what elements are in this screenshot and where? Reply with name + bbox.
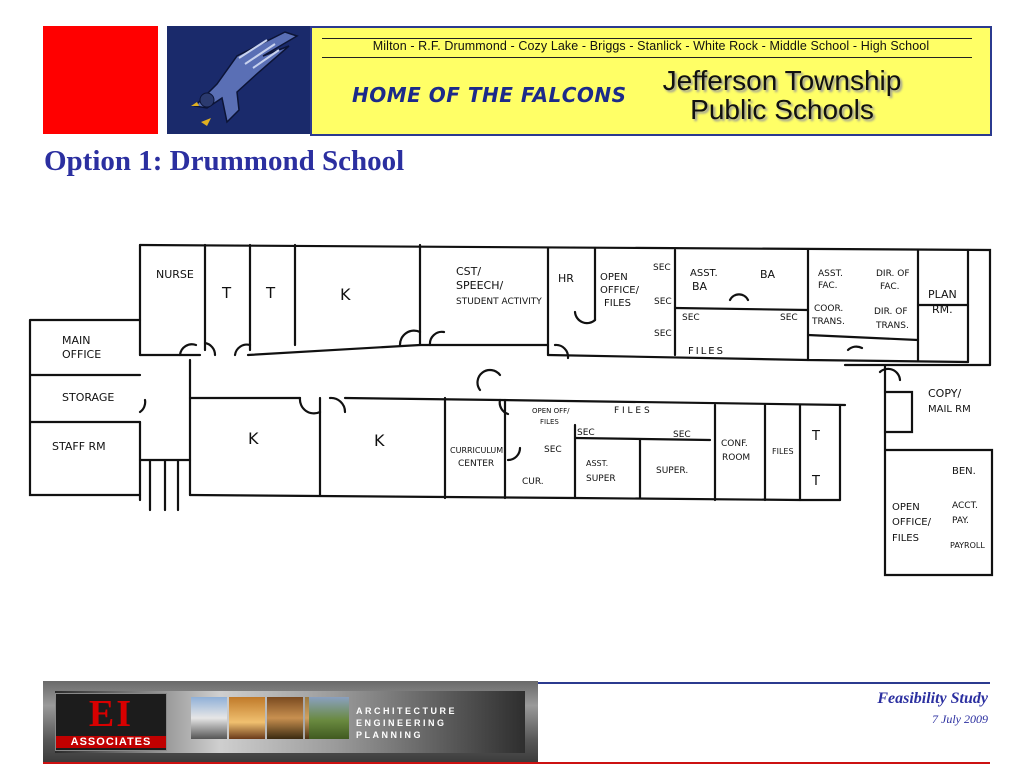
room-asst-fac-2: FAC. [818,281,838,291]
room-main-office-2: OFFICE [62,348,102,361]
room-ben: BEN. [952,466,976,477]
district-line-1: Jefferson Township [662,65,902,96]
banner-home-text: HOME OF THE FALCONS [352,83,627,107]
room-ba: BA [760,268,776,281]
room-dir-trans-1: DIR. OF [874,307,908,317]
room-cur: CUR. [522,477,544,487]
room-payroll: PAYROLL [950,541,985,550]
falcon-icon [167,26,310,134]
room-copy-1: COPY/ [928,387,962,400]
room-files-top: FILES [688,346,725,357]
district-line-2: Public Schools [690,94,874,125]
room-cst-1: CST/ [456,265,482,278]
floor-plan [0,200,1024,600]
room-open-files-b-2: FILES [540,418,559,426]
room-conf-1: CONF. [721,439,748,449]
room-curriculum-1: CURRICULUM [450,446,504,455]
district-banner [310,26,992,136]
room-cst-3: STUDENT ACTIVITY [456,297,542,307]
photo-building [191,697,227,739]
room-conf-2: ROOM [722,453,751,463]
room-toilet-c: T [812,429,820,444]
aep-engineering: ENGINEERING [356,718,447,728]
room-files-mid: F I L E S [614,406,650,416]
room-asst-ba-2: BA [692,280,708,293]
photo-field [309,697,349,739]
aep-architecture: ARCHITECTURE [356,706,457,716]
room-sec-c: SEC [577,428,595,438]
banner-towns: Milton - R.F. Drummond - Cozy Lake - Briggs - Stanlick - White Rock - Middle School - High School [372,39,930,53]
room-hr: HR [558,272,574,285]
room-sec-1: SEC [653,263,671,273]
room-nurse: NURSE [156,268,194,281]
aep-tagline [356,705,457,741]
room-main-office-1: MAIN [62,334,91,347]
room-open-files-2: OFFICE/ [600,285,639,296]
room-dir-trans-2: TRANS. [876,321,909,331]
ei-logo-letters: EI [88,693,134,735]
room-files-small: FILES [772,447,794,456]
room-coor-trans-2: TRANS. [812,317,845,327]
room-sec-ba-left: SEC [682,313,700,323]
district-name [652,66,912,124]
room-k-top: K [340,285,351,304]
room-asst-super-2: SUPER [586,474,616,484]
room-open-files-c-1: OPEN [892,502,920,513]
room-acct-1: ACCT. [952,501,978,511]
room-labels [52,263,985,550]
room-acct-2: PAY. [952,516,969,526]
banner-rule-bottom [322,57,972,58]
room-open-files-1: OPEN [600,272,628,283]
photo-library [267,697,303,739]
photo-interior [229,697,265,739]
room-plan-rm-2: RM. [932,303,953,316]
room-dir-fac-1: DIR. OF [876,269,910,279]
room-cst-2: SPEECH/ [456,279,504,292]
plan-walls [30,245,992,575]
aep-planning: PLANNING [356,730,423,740]
room-sec-b: SEC [544,445,562,455]
room-copy-2: MAIL RM [928,404,971,415]
room-sec-d: SEC [673,430,691,440]
room-coor-trans-1: COOR. [814,304,844,314]
red-block [43,26,158,134]
room-super: SUPER. [656,466,689,476]
footer-divider-blue [538,682,990,684]
room-storage: STORAGE [62,391,115,404]
room-staff-rm: STAFF RM [52,440,106,453]
ei-logo-associates: ASSOCIATES [56,736,166,748]
room-plan-rm-1: PLAN [928,288,957,301]
falcon-logo [167,26,310,134]
footer-divider-red [43,762,990,764]
study-date: 7 July 2009 [932,712,988,726]
room-asst-fac-1: ASST. [818,269,843,279]
room-curriculum-2: CENTER [458,459,495,469]
room-open-files-c-3: FILES [892,533,919,544]
room-sec-3: SEC [654,329,672,339]
room-sec-2: SEC [654,297,672,307]
room-toilet-b: T [266,284,276,302]
study-title: Feasibility Study [877,690,988,707]
room-k-low-b: K [374,431,385,450]
room-toilet-a: T [222,284,232,302]
room-open-files-3: FILES [604,298,631,309]
room-asst-super-1: ASST. [586,459,609,468]
footer-logo-band [43,681,538,763]
room-toilet-d: T [812,474,820,489]
room-dir-fac-2: FAC. [880,282,900,292]
room-k-low-a: K [248,429,259,448]
room-open-files-b-1: OPEN OFF/ [532,407,570,415]
ei-associates-logo [55,693,167,751]
room-sec-ba-right: SEC [780,313,798,323]
room-asst-ba-1: ASST. [690,268,718,279]
room-open-files-c-2: OFFICE/ [892,517,931,528]
page-title: Option 1: Drummond School [44,145,405,177]
